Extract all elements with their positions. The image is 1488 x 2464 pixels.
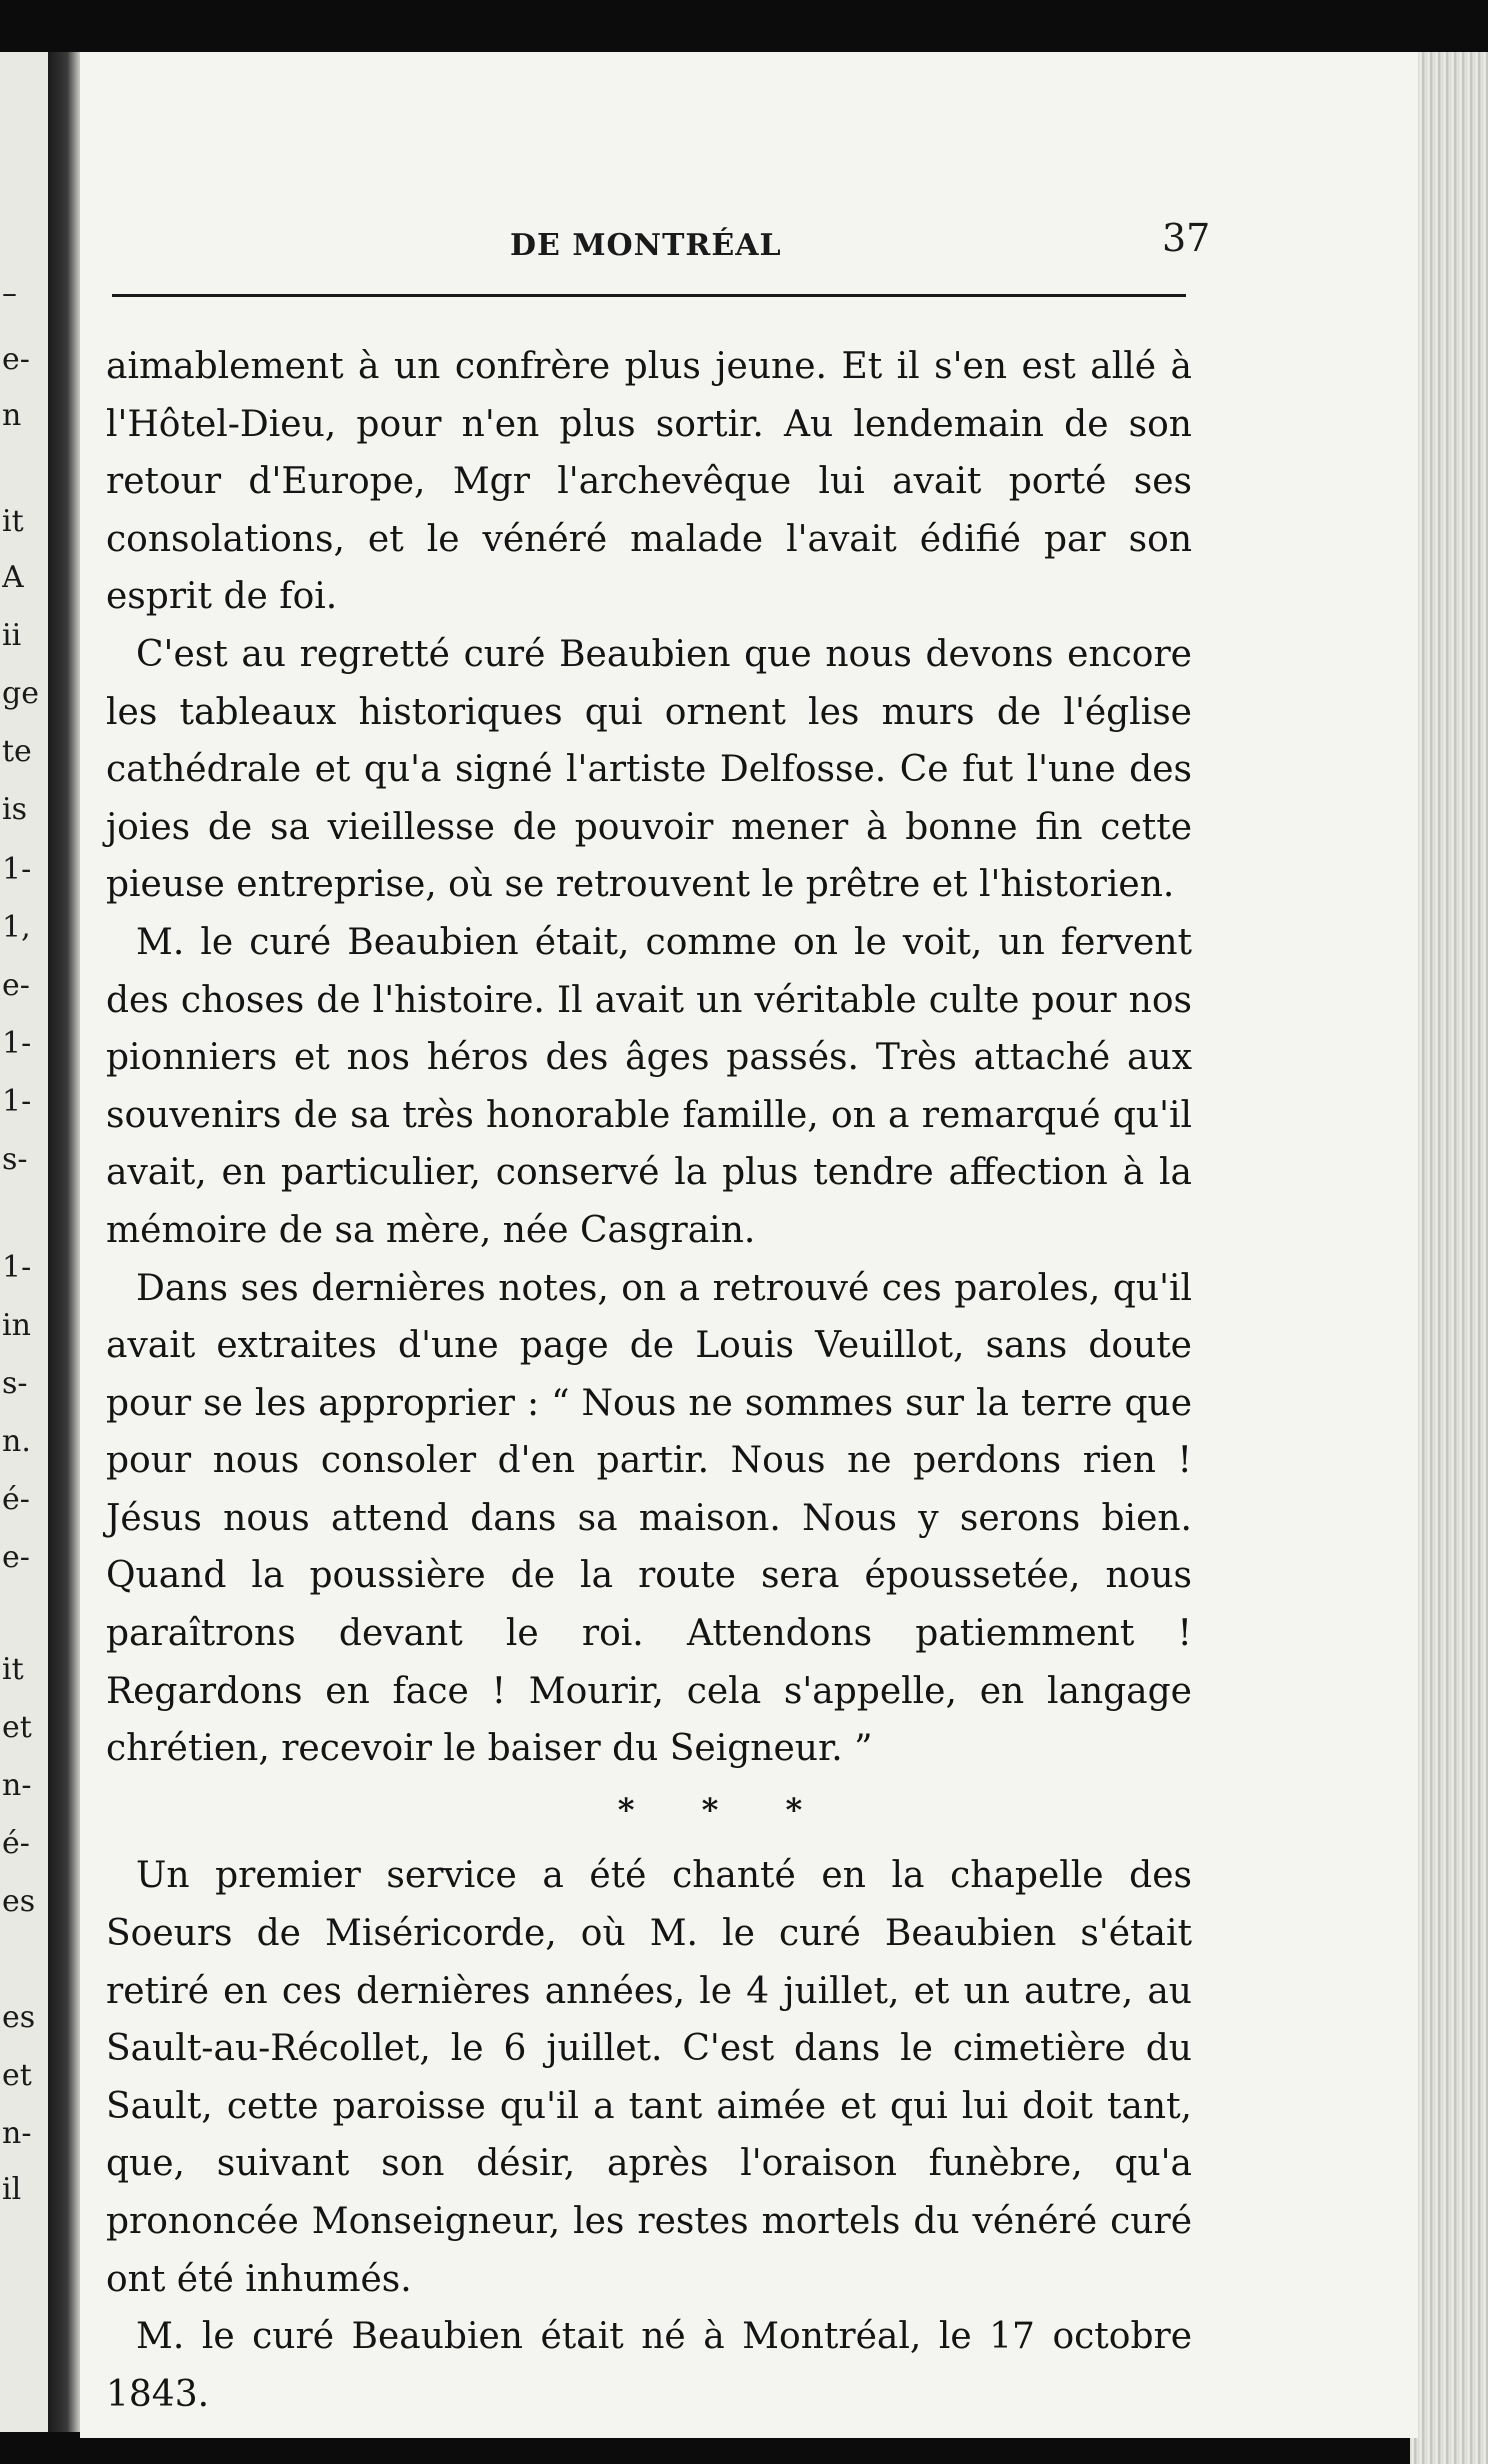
margin-fragment: 1,	[2, 910, 31, 945]
paragraph: M. le curé Beaubien était né à Montréal, le 17 octobre 1843.	[106, 2316, 1192, 2415]
margin-fragment: 1-	[2, 852, 32, 887]
asterism: * * *	[617, 1790, 831, 1829]
running-head: DE MONTRÉAL	[510, 228, 782, 263]
page-number: 37	[1162, 216, 1211, 260]
margin-fragment: ii	[2, 618, 22, 653]
margin-fragment: it	[2, 504, 24, 539]
paragraph: M. le curé Beaubien était, comme on le voit, un fervent des choses de l'histoire. Il avait un véritable culte pour nos pionniers et nos héros des âges passés. Très attaché aux souvenirs de sa très honorable famille, on a remarqué qu'il avait, en particulier, conservé la plus tendre affection à la mémoire de sa mère, née Casgrain.	[106, 921, 1192, 1251]
margin-fragment: A	[2, 560, 24, 595]
book-gutter	[48, 52, 80, 2432]
margin-fragment: é-	[2, 1826, 30, 1861]
margin-fragment: 1-	[2, 1026, 32, 1061]
margin-fragment: ge	[2, 676, 39, 711]
section-ornament	[106, 1782, 1192, 1840]
page-header	[80, 216, 1418, 268]
margin-fragment: e-	[2, 1540, 30, 1575]
margin-fragment: n.	[2, 1424, 31, 1459]
margin-fragment: 1-	[2, 1084, 32, 1119]
facing-page-edge	[0, 52, 50, 2432]
margin-fragment: –	[2, 276, 17, 311]
margin-fragment: s-	[2, 1366, 28, 1401]
margin-fragment: n-	[2, 2116, 32, 2151]
margin-fragment: in	[2, 1308, 31, 1343]
paragraph: Un premier service a été chanté en la chapelle des Soeurs de Miséricorde, où M. le curé Beaubien s'était retiré en ces dernières années, le 4 juillet, et un autre, au Sault-au-Récollet, le 6 juillet. C'est dans le cimetière du Sault, cette paroisse qu'il a tant aimée et qui lui doit tant, que, suivant son désir, après l'oraison funèbre, qu'a prononcée Monseigneur, les restes mortels du vénéré curé ont été inhumés.	[106, 1855, 1192, 2300]
margin-fragment: e-	[2, 342, 30, 377]
margin-fragment: 1-	[2, 1250, 32, 1285]
margin-fragment: it	[2, 1652, 24, 1687]
margin-fragment: e-	[2, 968, 30, 1003]
margin-fragment: n-	[2, 1768, 32, 1803]
margin-fragment: é-	[2, 1482, 30, 1517]
margin-fragment: n	[2, 398, 22, 433]
facing-page-fragments	[0, 52, 48, 2432]
margin-fragment: te	[2, 734, 32, 769]
margin-fragment: et	[2, 1710, 32, 1745]
book-page	[80, 52, 1418, 2438]
paragraph: C'est au regretté curé Beaubien que nous devons encore les tableaux historiques qui ornent les murs de l'église cathédrale et qu'a signé l'artiste Delfosse. Ce fut l'une des joies de sa vieillesse de pouvoir mener à bonne fin cette pieuse entreprise, où se retrouvent le prêtre et l'historien.	[106, 633, 1192, 906]
margin-fragment: is	[2, 792, 27, 827]
body-text	[106, 338, 1192, 2423]
margin-fragment: es	[2, 2000, 36, 2035]
margin-fragment: s-	[2, 1142, 28, 1177]
paragraph: aimablement à un confrère plus jeune. Et il s'en est allé à l'Hôtel-Dieu, pour n'en plus sortir. Au lendemain de son retour d'Europe, Mgr l'archevêque lui avait porté ses consolations, et le vénéré malade l'avait édifié par son esprit de foi.	[106, 346, 1192, 618]
margin-fragment: il	[2, 2172, 22, 2207]
page-edges	[1410, 52, 1488, 2464]
margin-fragment: es	[2, 1884, 36, 1919]
margin-fragment: et	[2, 2058, 32, 2093]
paragraph: Dans ses dernières notes, on a retrouvé ces paroles, qu'il avait extraites d'une page de Louis Veuillot, sans doute pour se les approprier : “ Nous ne sommes sur la terre que pour nous consoler d'en partir. Nous ne perdons rien ! Jésus nous attend dans sa maison. Nous y serons bien. Quand la poussière de la route sera époussetée, nous paraîtrons devant le roi. Attendons patiemment ! Regardons en face ! Mourir, cela s'appelle, en langage chrétien, recevoir le baiser du Seigneur. ”	[106, 1267, 1192, 1770]
header-rule	[112, 294, 1186, 297]
